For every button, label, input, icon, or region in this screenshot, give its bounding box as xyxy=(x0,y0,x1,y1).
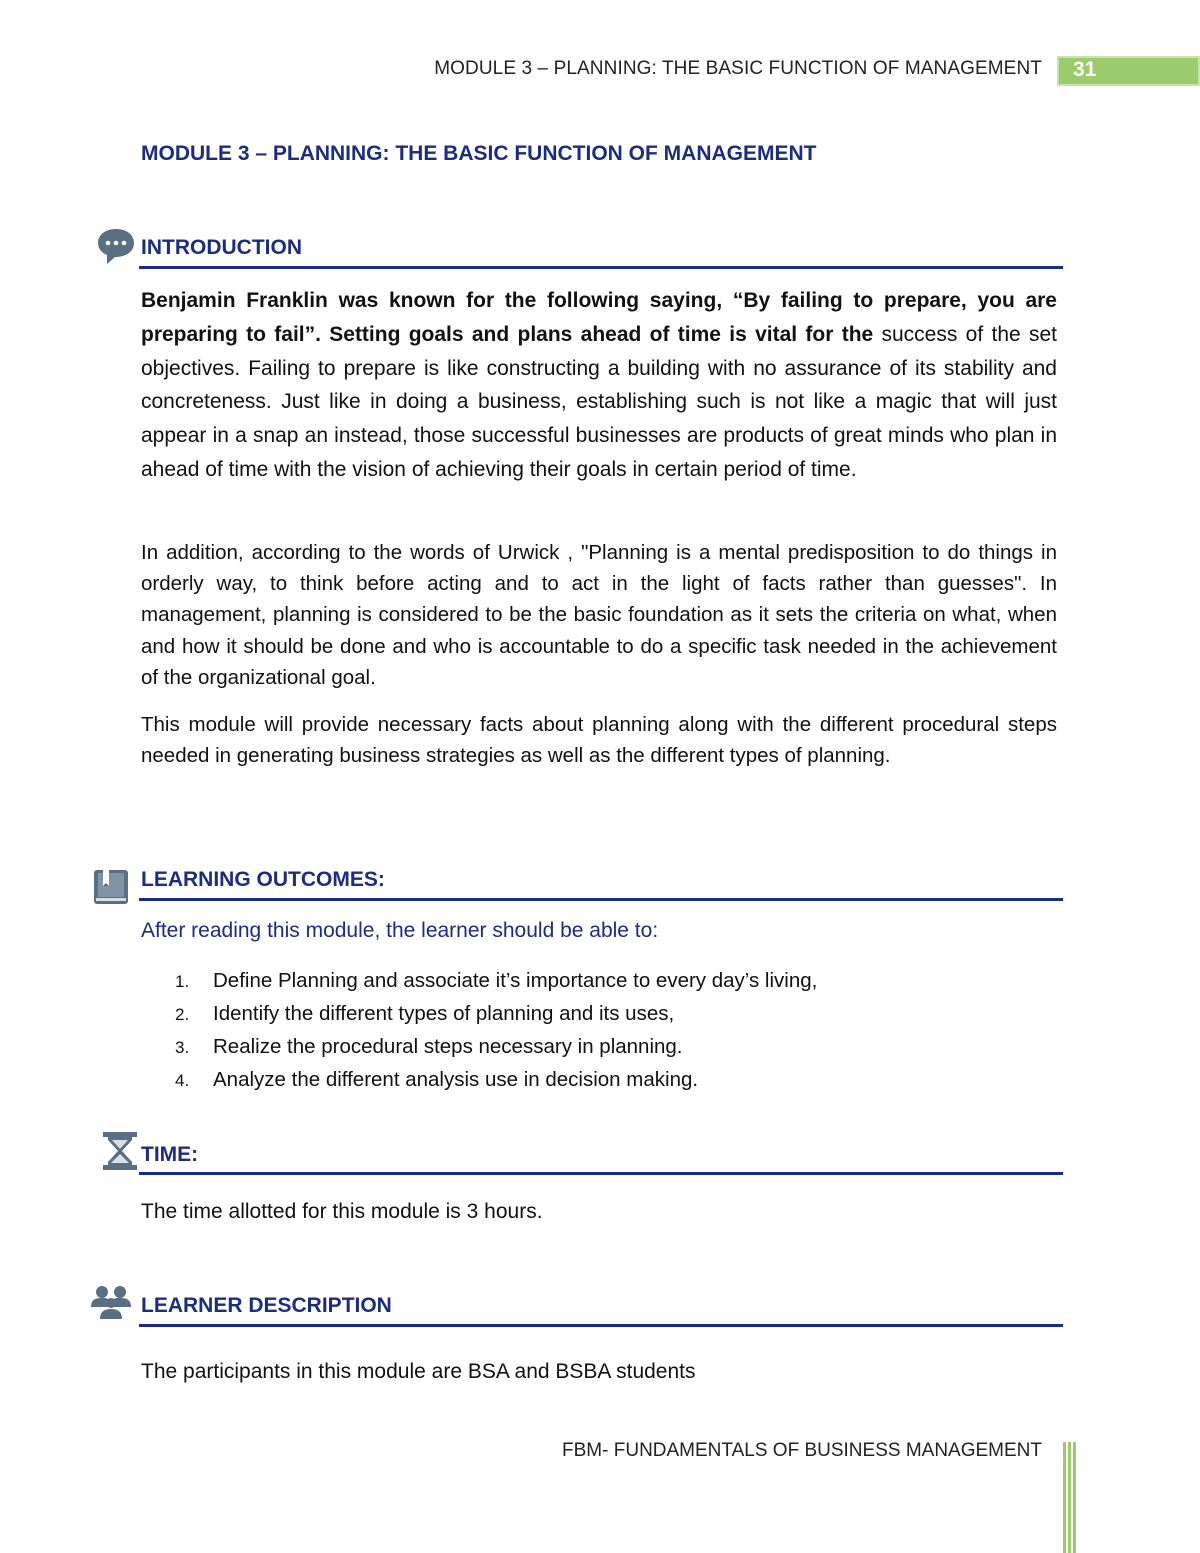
introduction-heading: INTRODUCTION xyxy=(141,236,302,259)
list-item: 4. Analyze the different analysis use in decision making. xyxy=(175,1068,699,1091)
footer-decoration xyxy=(1063,1442,1077,1553)
list-item: 1. Define Planning and associate it’s importance to every day’s living, xyxy=(175,969,818,992)
speech-bubble-icon xyxy=(96,226,136,266)
book-icon xyxy=(91,866,131,906)
introduction-rule xyxy=(139,266,1063,269)
list-item: 2. Identify the different types of planning and its uses, xyxy=(175,1002,675,1025)
learner-description-rule xyxy=(139,1324,1063,1327)
page-number: 31 xyxy=(1073,58,1097,81)
running-header: MODULE 3 – PLANNING: THE BASIC FUNCTION OF MANAGEMENT xyxy=(434,58,1042,79)
introduction-paragraph-2: In addition, according to the words of Urwick , "Planning is a mental predisposition to do things in orderly way, to think before acting and to act in the light of facts rather than guesses". In management, planning is considered to be the basic foundation as it sets the criteria on what, when and how it should be done and who is accountable to do a specific task needed in the achievement of the organizational goal. xyxy=(141,541,1057,689)
introduction-paragraph-3: This module will provide necessary facts about planning along with the different procedural steps needed in generating business strategies as well as the different types of planning. xyxy=(141,713,1057,768)
people-icon xyxy=(90,1283,130,1323)
footer-title: FBM- FUNDAMENTALS OF BUSINESS MANAGEMENT xyxy=(562,1440,1042,1461)
time-heading: TIME: xyxy=(141,1143,199,1166)
learning-outcomes-rule xyxy=(139,898,1063,901)
page-number-box xyxy=(1057,56,1200,86)
time-text: The time allotted for this module is 3 hours. xyxy=(141,1200,543,1223)
time-rule xyxy=(139,1172,1063,1175)
list-item: 3. Realize the procedural steps necessary in planning. xyxy=(175,1035,683,1058)
learner-description-text: The participants in this module are BSA and BSBA students xyxy=(141,1360,696,1383)
intro-body-text: success of the set objectives. Failing to prepare is like constructing a building with no assurance of its stability and concreteness. Just like in doing a business, establishing such is not like a magic that will just appear in a snap an instead, those successful businesses are products of great minds who plan in ahead of time with the vision of achieving their goals in certain period of time. xyxy=(141,322,1057,481)
module-title: MODULE 3 – PLANNING: THE BASIC FUNCTION OF MANAGEMENT xyxy=(141,142,817,165)
learning-outcomes-lead: After reading this module, the learner should be able to: xyxy=(141,919,659,942)
learning-outcomes-heading: LEARNING OUTCOMES: xyxy=(141,868,385,891)
learning-outcomes-list xyxy=(175,965,817,1097)
intro-quote-text: Benjamin Franklin was known for the following saying, “By failing to prepare, you are preparing to fail”. Setting goals and plans ahead of time is vital for the xyxy=(141,289,1057,346)
hourglass-icon xyxy=(100,1130,140,1170)
learner-description-heading: LEARNER DESCRIPTION xyxy=(141,1294,392,1317)
introduction-paragraph-1 xyxy=(141,284,1057,487)
